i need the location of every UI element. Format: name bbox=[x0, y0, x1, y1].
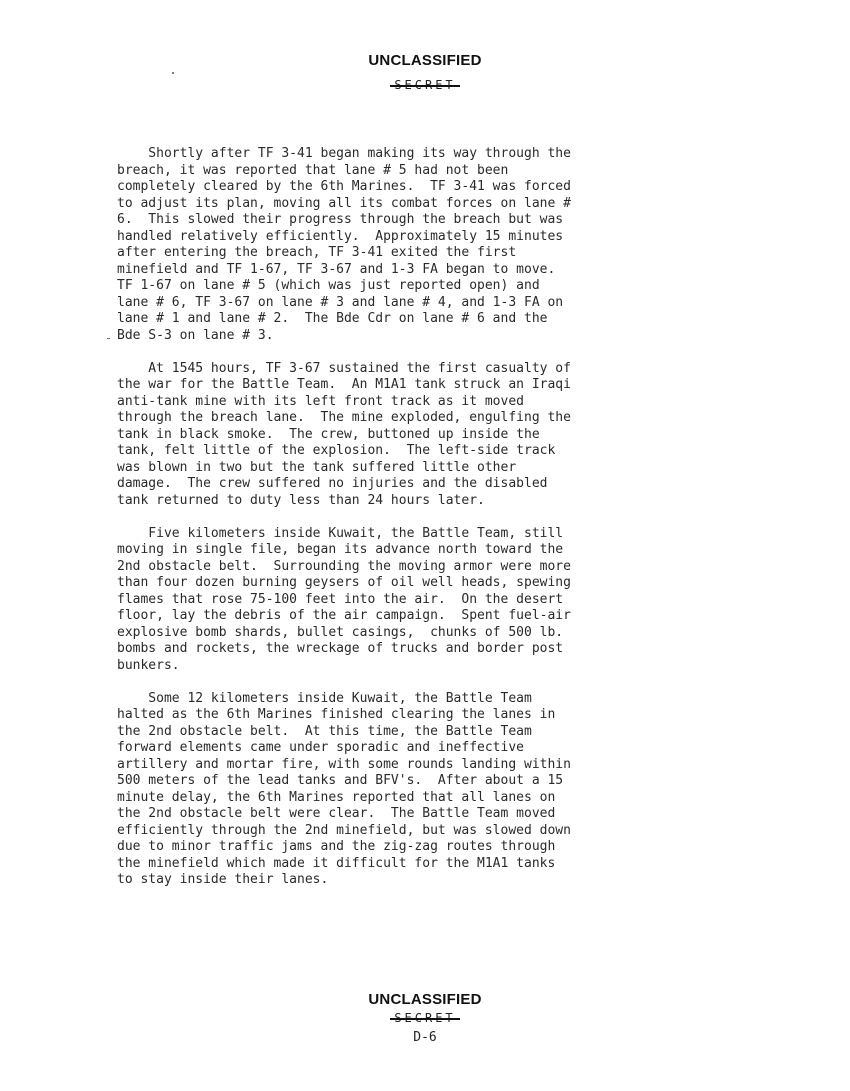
text-line: 6. This slowed their progress through the breach but was bbox=[117, 212, 564, 227]
margin-tick bbox=[107, 338, 110, 339]
text-line: halted as the 6th Marines finished clearing the lanes in bbox=[117, 707, 556, 722]
paragraph bbox=[117, 146, 717, 344]
text-line: anti-tank mine with its left front track as it moved bbox=[117, 393, 524, 409]
text-line: the 2nd obstacle belt. At this time, the Battle Team bbox=[117, 723, 532, 739]
text-line: damage. The crew suffered no injuries and the disabled bbox=[117, 476, 548, 491]
text-line: minefield and TF 1-67, TF 3-67 and 1-3 FA began to move. bbox=[117, 261, 556, 277]
footer-struck-marking bbox=[0, 1011, 850, 1025]
document-body bbox=[117, 146, 717, 905]
page-number: D-6 bbox=[413, 1030, 437, 1045]
text-line: tank returned to duty less than 24 hours later. bbox=[117, 492, 485, 508]
text-line: after entering the breach, TF 3-41 exited the first bbox=[117, 245, 517, 260]
text-line: lane # 6, TF 3-67 on lane # 3 and lane # 4, and 1-3 FA on bbox=[117, 294, 564, 310]
text-line: completely cleared by the 6th Marines. TF 3-41 was forced bbox=[117, 179, 571, 194]
footer-marking-text: SECRET bbox=[394, 1011, 456, 1025]
text-line: forward elements came under sporadic and ineffective bbox=[117, 740, 524, 755]
text-line: At 1545 hours, TF 3-67 sustained the first casualty of bbox=[117, 360, 571, 376]
paragraph bbox=[117, 361, 717, 510]
scan-speck bbox=[172, 72, 174, 74]
text-line: bombs and rockets, the wreckage of trucks and border post bbox=[117, 641, 564, 656]
text-line: the war for the Battle Team. An M1A1 tank struck an Iraqi bbox=[117, 377, 571, 392]
footer-classification: UNCLASSIFIED bbox=[368, 991, 482, 1008]
text-line: minute delay, the 6th Marines reported that all lanes on bbox=[117, 789, 556, 805]
text-line: handled relatively efficiently. Approximately 15 minutes bbox=[117, 228, 564, 244]
text-line: due to minor traffic jams and the zig-zag routes through bbox=[117, 839, 556, 854]
header-classification: UNCLASSIFIED bbox=[368, 52, 482, 69]
text-line: to stay inside their lanes. bbox=[117, 872, 329, 887]
text-line: flames that rose 75-100 feet into the air. On the desert bbox=[117, 591, 564, 607]
text-line: artillery and mortar fire, with some rounds landing within bbox=[117, 756, 571, 772]
paragraph bbox=[117, 526, 717, 675]
text-line: tank in black smoke. The crew, buttoned up inside the bbox=[117, 426, 540, 442]
text-line: the minefield which made it difficult for the M1A1 tanks bbox=[117, 855, 556, 871]
text-line: to adjust its plan, moving all its combat forces on lane # bbox=[117, 195, 571, 211]
text-line: bunkers. bbox=[117, 657, 180, 673]
header-struck-marking bbox=[0, 78, 850, 92]
text-line: TF 1-67 on lane # 5 (which was just reported open) and bbox=[117, 278, 540, 293]
text-line: Bde S-3 on lane # 3. bbox=[117, 327, 274, 343]
text-line: moving in single file, began its advance north toward the bbox=[117, 542, 564, 557]
text-line: explosive bomb shards, bullet casings, chunks of 500 lb. bbox=[117, 624, 564, 640]
text-line: the 2nd obstacle belt were clear. The Battle Team moved bbox=[117, 806, 556, 821]
text-line: breach, it was reported that lane # 5 had not been bbox=[117, 162, 509, 178]
text-line: through the breach lane. The mine exploded, engulfing the bbox=[117, 410, 571, 425]
header-marking-text: SECRET bbox=[394, 78, 456, 92]
text-line: Five kilometers inside Kuwait, the Battle Team, still bbox=[117, 525, 564, 541]
text-line: 500 meters of the lead tanks and BFV's. After about a 15 bbox=[117, 773, 564, 788]
text-line: than four dozen burning geysers of oil well heads, spewing bbox=[117, 575, 571, 590]
text-line: efficiently through the 2nd minefield, but was slowed down bbox=[117, 822, 571, 838]
text-line: floor, lay the debris of the air campaign. Spent fuel-air bbox=[117, 608, 571, 623]
text-line: Shortly after TF 3-41 began making its way through the bbox=[117, 146, 571, 161]
text-line: Some 12 kilometers inside Kuwait, the Battle Team bbox=[117, 690, 532, 706]
text-line: 2nd obstacle belt. Surrounding the moving armor were more bbox=[117, 558, 571, 574]
text-line: lane # 1 and lane # 2. The Bde Cdr on lane # 6 and the bbox=[117, 311, 548, 326]
text-line: tank, felt little of the explosion. The left-side track bbox=[117, 443, 556, 458]
paragraph bbox=[117, 691, 717, 889]
text-line: was blown in two but the tank suffered little other bbox=[117, 459, 517, 475]
